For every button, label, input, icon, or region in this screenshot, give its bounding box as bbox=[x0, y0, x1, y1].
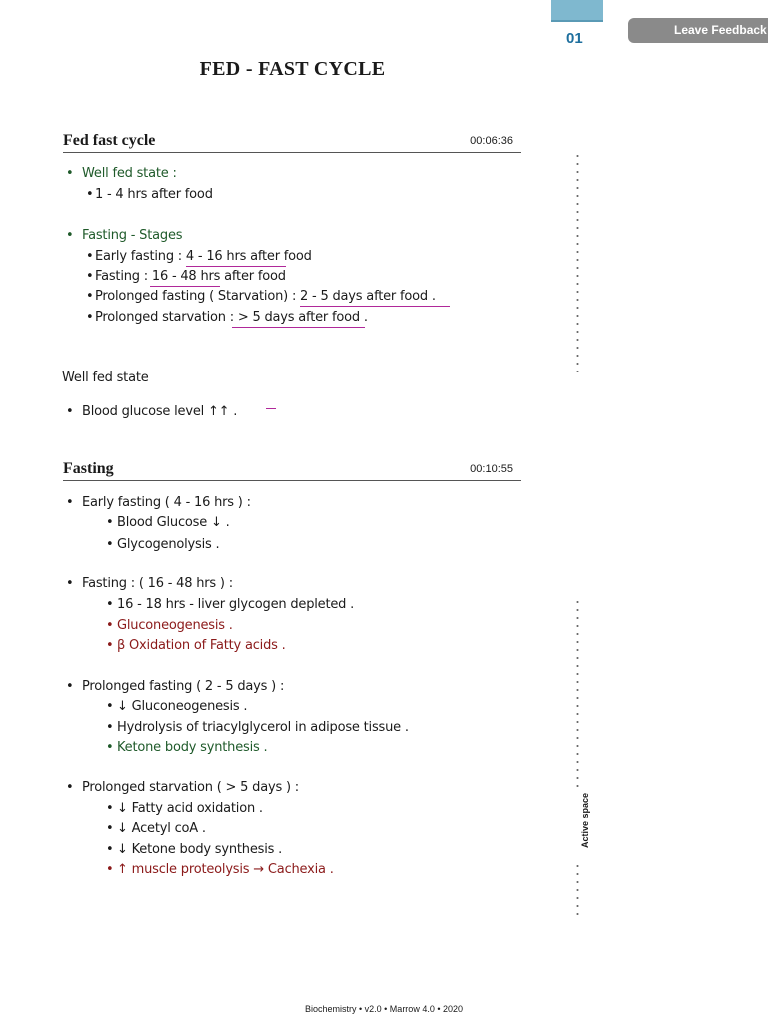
note-line: Prolonged starvation ( > 5 days ) : bbox=[82, 780, 299, 795]
subheading-well-fed-state: Well fed state bbox=[62, 370, 149, 385]
section-title: Fasting bbox=[63, 460, 114, 477]
bullet: • bbox=[66, 404, 74, 419]
note-line: 1 - 4 hrs after food bbox=[95, 187, 213, 202]
timestamp[interactable]: 00:10:55 bbox=[470, 463, 513, 475]
underline bbox=[232, 327, 365, 328]
note-line: Prolonged starvation : > 5 days after food . bbox=[95, 310, 368, 325]
section-header-fasting bbox=[63, 460, 521, 481]
bullet: • bbox=[66, 228, 74, 243]
bullet: • bbox=[106, 537, 114, 552]
bullet: • bbox=[66, 495, 74, 510]
note-line: Prolonged fasting ( 2 - 5 days ) : bbox=[82, 679, 285, 694]
note-line: Hydrolysis of triacylglycerol in adipose tissue . bbox=[117, 720, 409, 735]
note-line: Glycogenolysis . bbox=[117, 537, 220, 552]
underline bbox=[150, 286, 220, 287]
pen-mark bbox=[266, 408, 276, 409]
note-line: 16 - 18 hrs - liver glycogen depleted . bbox=[117, 597, 355, 612]
note-line: Fasting - Stages bbox=[82, 228, 183, 243]
bullet: • bbox=[106, 699, 114, 714]
top-tab[interactable] bbox=[551, 0, 603, 22]
underline bbox=[186, 266, 286, 267]
note-line: Well fed state : bbox=[82, 166, 177, 181]
bullet: • bbox=[66, 679, 74, 694]
dotted-divider bbox=[576, 598, 579, 788]
note-line: ↓ Gluconeogenesis . bbox=[117, 699, 248, 714]
bullet: • bbox=[106, 515, 114, 530]
bullet: • bbox=[106, 638, 114, 653]
active-space-label: Active space bbox=[580, 792, 590, 848]
note-line: ↓ Ketone body synthesis . bbox=[117, 842, 283, 857]
footer: Biochemistry • v2.0 • Marrow 4.0 • 2020 bbox=[304, 1004, 463, 1014]
note-line: ↓ Fatty acid oxidation . bbox=[117, 801, 263, 816]
bullet: • bbox=[106, 842, 114, 857]
bullet: • bbox=[86, 187, 94, 202]
section-header-fed-fast-cycle bbox=[63, 132, 521, 153]
note-line: Blood glucose level ↑↑ . bbox=[82, 404, 238, 419]
bullet: • bbox=[86, 310, 94, 325]
note-line: Gluconeogenesis . bbox=[117, 618, 233, 633]
timestamp[interactable]: 00:06:36 bbox=[470, 135, 513, 147]
bullet: • bbox=[106, 821, 114, 836]
section-title: Fed fast cycle bbox=[63, 132, 156, 149]
note-line: β Oxidation of Fatty acids . bbox=[117, 638, 286, 653]
bullet: • bbox=[86, 269, 94, 284]
page-number: 01 bbox=[566, 30, 583, 47]
bullet: • bbox=[106, 862, 114, 877]
underline bbox=[300, 306, 450, 307]
bullet: • bbox=[86, 249, 94, 264]
leave-feedback-button[interactable]: Leave Feedback bbox=[628, 18, 768, 43]
note-line: Early fasting : 4 - 16 hrs after food bbox=[95, 249, 312, 264]
bullet: • bbox=[106, 801, 114, 816]
note-line: Early fasting ( 4 - 16 hrs ) : bbox=[82, 495, 251, 510]
note-line: Prolonged fasting ( Starvation) : 2 - 5 days after food . bbox=[95, 289, 436, 304]
note-line: Fasting : ( 16 - 48 hrs ) : bbox=[82, 576, 233, 591]
bullet: • bbox=[106, 618, 114, 633]
page-title: FED - FAST CYCLE bbox=[199, 58, 386, 80]
note-line: Blood Glucose ↓ . bbox=[117, 515, 230, 530]
dotted-divider bbox=[576, 152, 579, 372]
bullet: • bbox=[106, 740, 114, 755]
note-line: Fasting : 16 - 48 hrs after food bbox=[95, 269, 286, 284]
dotted-divider bbox=[576, 862, 579, 918]
note-line: Ketone body synthesis . bbox=[117, 740, 268, 755]
bullet: • bbox=[66, 166, 74, 181]
bullet: • bbox=[106, 597, 114, 612]
bullet: • bbox=[86, 289, 94, 304]
bullet: • bbox=[66, 780, 74, 795]
bullet: • bbox=[106, 720, 114, 735]
bullet: • bbox=[66, 576, 74, 591]
note-line: ↓ Acetyl coA . bbox=[117, 821, 206, 836]
note-line: ↑ muscle proteolysis → Cachexia . bbox=[117, 862, 334, 877]
